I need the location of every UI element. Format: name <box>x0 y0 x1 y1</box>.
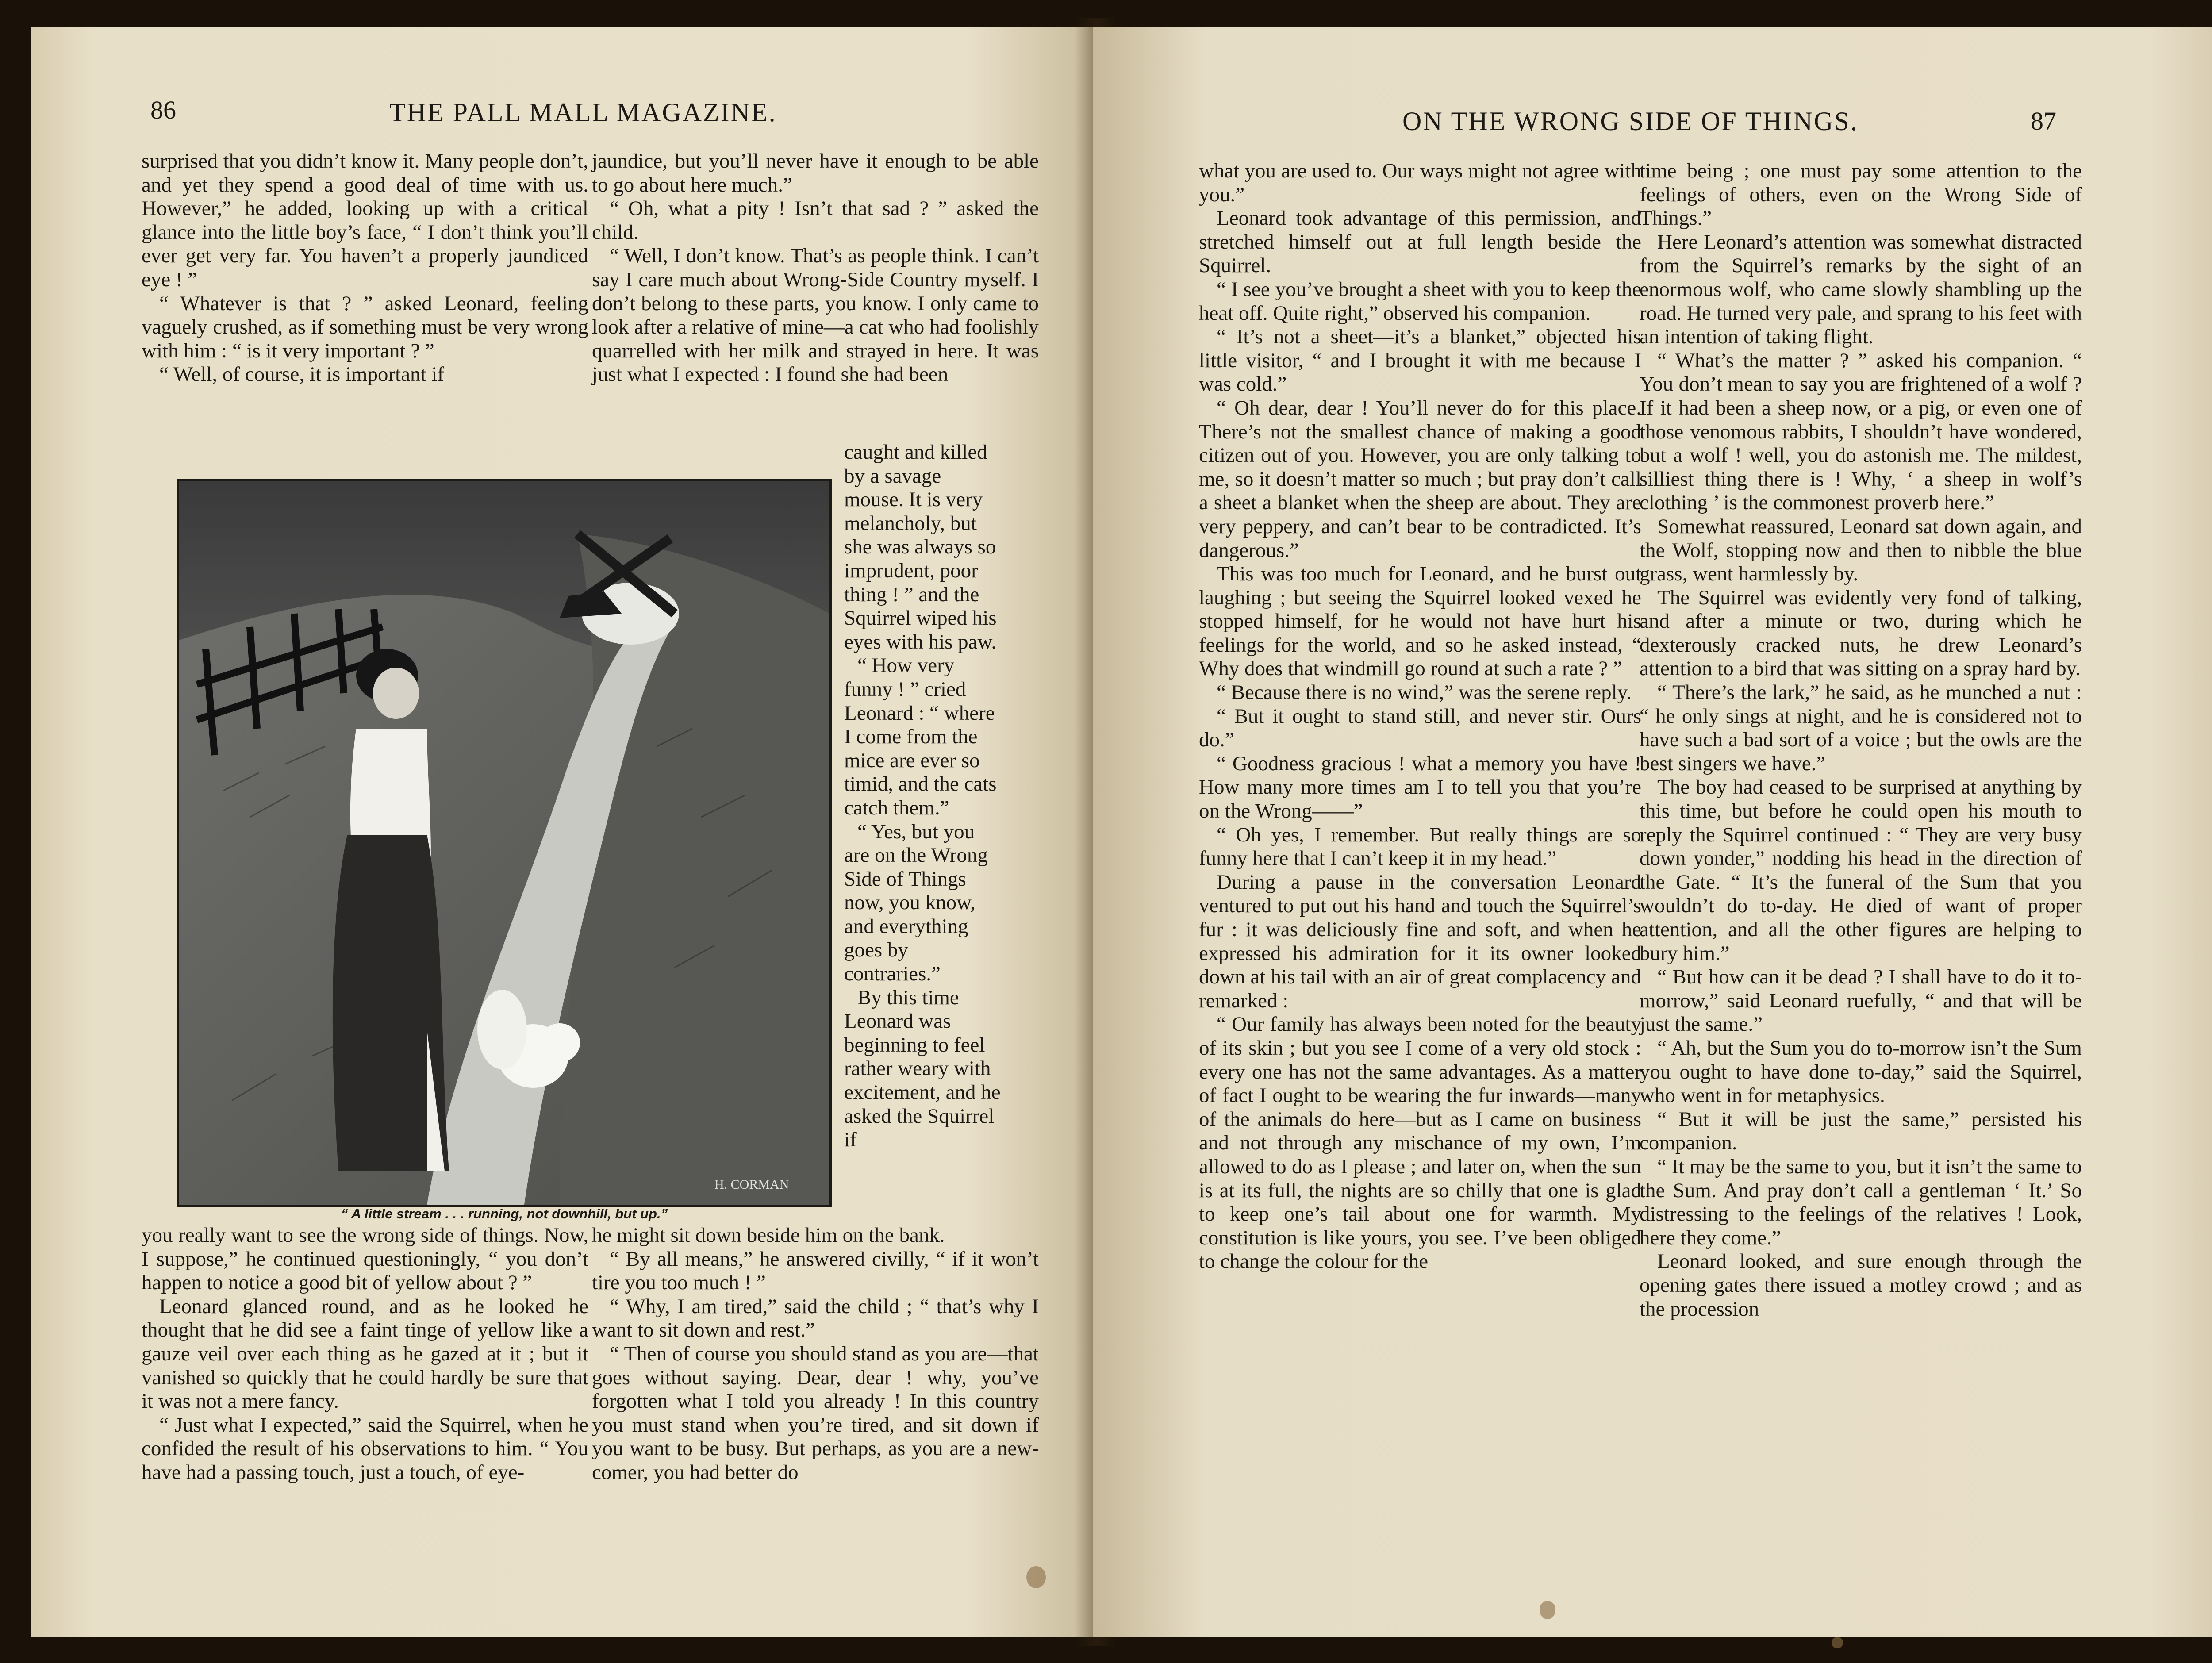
column-left-2-top <box>592 150 1039 387</box>
column-left-1-top <box>142 150 588 387</box>
paragraph: The Squirrel was evidently very fond of talking, and after a minute or two, during which he dexterously cracked nuts, he drew Leonard’s attention to a bird that was sitting on a spray hard by. <box>1640 586 2082 680</box>
paragraph: “ But it ought to stand still, and never stir. Ours do.” <box>1199 704 1641 752</box>
paragraph: “ Why, I am tired,” said the child ; “ that’s why I want to sit down and rest.” <box>592 1294 1039 1342</box>
column-left-1-bottom <box>142 1224 588 1485</box>
paragraph: “ Just what I expected,” said the Squirrel, when he confided the result of his observations to him. “ You have had a passing touch, just a touch, of eye- <box>142 1413 588 1484</box>
illustration <box>177 479 832 1207</box>
paragraph: During a pause in the conversation Leonard ventured to put out his hand and touch the Squirrel’s fur : it was deliciously fine and soft, and when he expressed his admiration for it its owner looked down at his tail with an air of great complacency and remarked : <box>1199 870 1641 1012</box>
paragraph: “ Yes, but you are on the Wrong Side of Things now, you know, and everything goes by contraries.” <box>844 820 988 986</box>
running-head: THE PALL MALL MAGAZINE. <box>389 98 777 127</box>
paper-blot <box>1540 1601 1555 1619</box>
paragraph: “ Well, I don’t know. That’s as people think. I can’t say I care much about Wrong-Side Country myself. I don’t belong to these parts, you know. I only came to look after a relative of mine—a cat who had foolishly quarrelled with her milk and strayed in here. It was just what I expected : I found she had been <box>592 244 1039 386</box>
paragraph: “ It’s not a sheet—it’s a blanket,” objected his little visitor, “ and I brought it with me because I was cold.” <box>1199 325 1641 396</box>
paragraph: “ There’s the lark,” he said, as he munched a nut : “ he only sings at night, and he is considered not to have such a bad sort of a voice ; but the owls are the best singers we have.” <box>1640 681 2082 775</box>
paragraph: “ By all means,” he answered civilly, “ if it won’t tire you too much ! ” <box>592 1247 1039 1294</box>
paragraph: caught and killed by a savage mouse. It is very melancholy, but she was always so imprudent, poor thing ! ” and the Squirrel wiped his eyes with his paw. <box>844 441 997 653</box>
paragraph: jaundice, but you’ll never have it enough to be able to go about here much.” <box>592 150 1039 196</box>
paragraph: The boy had ceased to be surprised at anything by this time, but before he could open his mouth to reply the Squirrel continued : “ They are very busy down yonder,” nodding his head in the direction of the Gate. “ It’s the funeral of the Sum that you wouldn’t do to-day. He died of want of proper attention, and all the other figures are helping to bury him.” <box>1640 776 2082 965</box>
paragraph: Leonard took advantage of this permission, and stretched himself out at full length beside the Squirrel. <box>1199 207 1641 277</box>
paragraph: time being ; one must pay some attention to the feelings of others, even on the Wrong Side of Things.” <box>1640 159 2082 230</box>
illustration-signature: H. CORMAN <box>714 1177 789 1192</box>
illustration-art <box>179 481 830 1205</box>
paragraph: “ Oh yes, I remember. But really things are so funny here that I can’t keep it in my head.” <box>1199 823 1641 870</box>
paragraph: “ I see you’ve brought a sheet with you to keep the heat off. Quite right,” observed his companion. <box>1199 277 1641 325</box>
page-number: 87 <box>2031 107 2056 135</box>
paragraph: Leonard looked, and sure enough through the opening gates there issued a motley crowd ; and as the procession <box>1640 1250 2082 1321</box>
right-page <box>1093 27 2212 1637</box>
paragraph: he might sit down beside him on the bank. <box>592 1224 945 1247</box>
left-page <box>31 27 1093 1637</box>
paragraph: “ What’s the matter ? ” asked his companion. “ You don’t mean to say you are frightened of a wolf ? If it had been a sheep now, or a pig, or even one of those venomous rabbits, I shouldn’t have wondered, but a wolf ! well, you do astonish me. The mildest, silliest thing there is ! Why, ‘ a sheep in wolf’s clothing ’ is the commonest proverb here.” <box>1640 349 2082 515</box>
paragraph: surprised that you didn’t know it. Many people don’t, and yet they spend a good deal of time with us. However,” he added, looking up with a critical glance into the little boy’s face, “ I don’t think you’ll ever get very far. You haven’t a properly jaundiced eye ! ” <box>142 150 588 291</box>
paragraph: you really want to see the wrong side of things. Now, I suppose,” he continued questioningly, “ you don’t happen to notice a good bit of yellow about ? ” <box>142 1224 588 1294</box>
paragraph: “ But it will be just the same,” persisted his companion. <box>1640 1107 2082 1155</box>
paragraph: “ Because there is no wind,” was the serene reply. <box>1217 681 1632 704</box>
paragraph: “ Whatever is that ? ” asked Leonard, feeling vaguely crushed, as if something must be very wrong with him : “ is it very important ? ” <box>142 292 588 362</box>
column-right-2 <box>1640 159 2082 1321</box>
column-wrap-beside-illustration <box>844 441 1004 1152</box>
column-right-1 <box>1199 159 1641 1274</box>
page-number: 86 <box>150 96 176 124</box>
column-left-2-bottom <box>592 1224 1039 1485</box>
paper-blot <box>1026 1566 1046 1588</box>
running-head: ON THE WRONG SIDE OF THINGS. <box>1402 107 1859 136</box>
paragraph: “ It may be the same to you, but it isn’t the same to the Sum. And pray don’t call a gentleman ‘ It.’ So distressing to the feelings of the relatives ! Look, here they come.” <box>1640 1155 2082 1249</box>
paragraph: “ Oh dear, dear ! You’ll never do for this place. There’s not the smallest chance of making a good citizen out of you. However, you are only talking to me, so it doesn’t matter so much ; but pray don’t call a sheet a blanket when the sheep are about. They are very peppery, and can’t bear to be contradicted. It’s dangerous.” <box>1199 396 1641 562</box>
paper-blot <box>1832 1637 1843 1648</box>
paragraph: Leonard glanced round, and as he looked he thought that he did see a faint tinge of yellow like a gauze veil over each thing as he gazed at it ; but it vanished so quickly that he could hardly be sure that it was not a mere fancy. <box>142 1294 588 1413</box>
paragraph: “ Then of course you should stand as you are—that goes without saying. Dear, dear ! why, you’ve forgotten what I told you already ! In this country you must stand when you’re tired, and sit down if you want to be busy. But perhaps, as you are a new-comer, you had better do <box>592 1342 1039 1484</box>
paragraph: Somewhat reassured, Leonard sat down again, and the Wolf, stopping now and then to nibble the blue grass, went harmlessly by. <box>1640 515 2082 586</box>
paragraph: “ Ah, but the Sum you do to-morrow isn’t the Sum you ought to have done to-day,” said the Squirrel, who went in for metaphysics. <box>1640 1036 2082 1107</box>
illustration-caption: “ A little stream . . . running, not downhill, but up.” <box>341 1206 668 1221</box>
paragraph: “ Goodness gracious ! what a memory you have ! How many more times am I to tell you that you’re on the Wrong——” <box>1199 752 1641 823</box>
paragraph: “ Our family has always been noted for the beauty of its skin ; but you see I come of a very old stock : every one has not the same advantages. As a matter of fact I ought to be wearing the fur inwards—many of the animals do here—but as I came on business and not through any mischance of my own, I’m allowed to do as I please ; and later on, when the sun is at its full, the nights are so chilly that one is glad to keep one’s tail about one for warmth. My constitution is like yours, you see. I’ve been obliged to change the colour for the <box>1199 1013 1641 1273</box>
paragraph: By this time Leonard was beginning to feel rather weary with excitement, and he asked the Squirrel if <box>844 986 1001 1152</box>
paragraph: “ But how can it be dead ? I shall have to do it to-morrow,” said Leonard ruefully, “ and that will be just the same.” <box>1640 965 2082 1036</box>
paragraph: This was too much for Leonard, and he burst out laughing ; but seeing the Squirrel looked vexed he stopped himself, for he would not have hurt his feelings for the world, and so he asked instead, “ Why does that windmill go round at such a rate ? ” <box>1199 562 1641 680</box>
paragraph: “ Well, of course, it is important if <box>159 363 445 386</box>
paragraph: “ Oh, what a pity ! Isn’t that sad ? ” asked the child. <box>592 197 1039 244</box>
paragraph: what you are used to. Our ways might not agree with you.” <box>1199 159 1641 206</box>
paragraph: “ How very funny ! ” cried Leonard : “ where I come from the mice are ever so timid, and the cats catch them.” <box>844 654 997 819</box>
paragraph: Here Leonard’s attention was somewhat distracted from the Squirrel’s remarks by the sight of an enormous wolf, who came slowly shambling up the road. He turned very pale, and sprang to his feet with an intention of taking flight. <box>1640 230 2082 349</box>
